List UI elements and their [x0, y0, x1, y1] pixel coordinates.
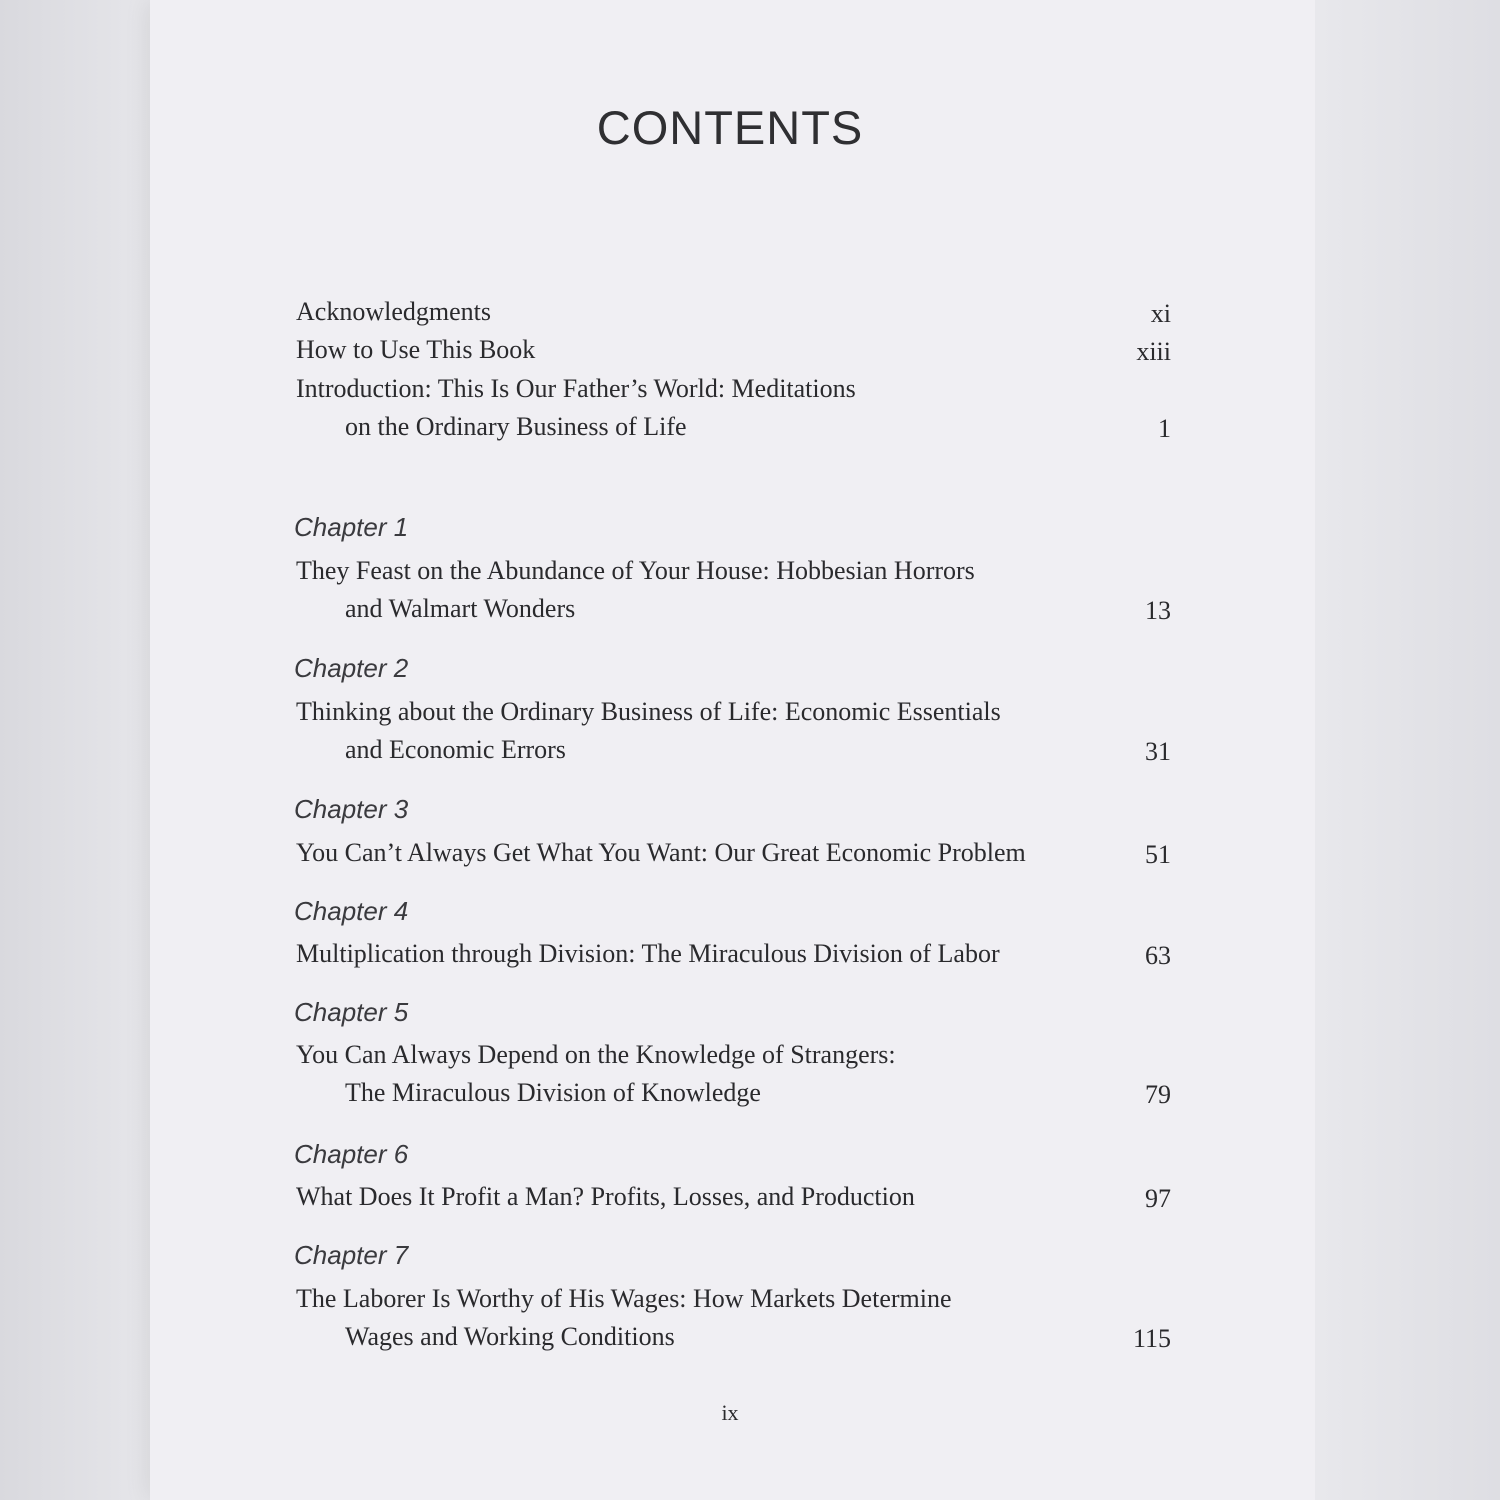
toc-entry-title-line-1: The Laborer Is Worthy of His Wages: How Markets Determine [296, 1284, 952, 1313]
chapter-label: Chapter 5 [294, 997, 409, 1027]
chapter-label: Chapter 4 [294, 896, 409, 926]
toc-entry-title-line-1: Introduction: This Is Our Father’s World: Meditations [296, 374, 856, 403]
toc-entry-acknowledgments [296, 293, 1171, 331]
toc-entry-title-line-2: and Economic Errors [345, 735, 566, 764]
toc-entry-title-line-1: They Feast on the Abundance of Your House: Hobbesian Horrors [296, 556, 975, 585]
toc-entry-chapter-7 [296, 1280, 1171, 1356]
chapter-label: Chapter 1 [294, 512, 409, 542]
toc-entry-title-line-1: You Can Always Depend on the Knowledge of Strangers: [296, 1040, 896, 1069]
chapter-label: Chapter 6 [294, 1139, 409, 1169]
toc-page-number: 1 [1158, 414, 1171, 443]
toc-entry-title-line-2: Wages and Working Conditions [345, 1322, 675, 1351]
toc-entry-introduction [296, 370, 1171, 446]
toc-page-number: 63 [1145, 941, 1171, 970]
toc-entry-chapter-6 [296, 1178, 1171, 1216]
toc-entry-chapter-1 [296, 552, 1171, 628]
toc-entry-chapter-2 [296, 693, 1171, 769]
toc-page-number: 13 [1145, 596, 1171, 625]
toc-entry-title: You Can’t Always Get What You Want: Our Great Economic Problem [296, 838, 1026, 867]
chapter-label: Chapter 2 [294, 653, 409, 683]
toc-page-number: 79 [1145, 1080, 1171, 1109]
toc-entry-title-line-2: on the Ordinary Business of Life [345, 412, 687, 441]
toc-entry-chapter-5 [296, 1036, 1171, 1112]
toc-entry-how-to-use [296, 331, 1171, 369]
toc-page-number: 31 [1145, 737, 1171, 766]
toc-entry-title-line-2: The Miraculous Division of Knowledge [345, 1078, 761, 1107]
page-folio: ix [721, 1400, 739, 1425]
right-page-edge [1315, 0, 1500, 1500]
chapter-label: Chapter 3 [294, 794, 409, 824]
toc-entry-title: Acknowledgments [296, 297, 491, 326]
toc-entry-chapter-3 [296, 834, 1171, 872]
toc-entry-title: How to Use This Book [296, 335, 536, 364]
toc-page-number: 97 [1145, 1184, 1171, 1213]
page-title: CONTENTS [596, 101, 864, 154]
toc-page-number: xiii [1136, 337, 1171, 366]
chapter-label: Chapter 7 [294, 1240, 409, 1270]
toc-entry-title-line-2: and Walmart Wonders [345, 594, 576, 623]
toc-entry-title: What Does It Profit a Man? Profits, Losses, and Production [296, 1182, 915, 1211]
toc-page-number: 115 [1132, 1324, 1171, 1353]
left-page-edge [0, 0, 150, 1500]
toc-entry-title-line-1: Thinking about the Ordinary Business of Life: Economic Essentials [296, 697, 1001, 726]
toc-page-number: xi [1150, 299, 1171, 328]
toc-page-number: 51 [1145, 840, 1171, 869]
toc-entry-chapter-4 [296, 935, 1171, 973]
toc-entry-title: Multiplication through Division: The Miraculous Division of Labor [296, 939, 1000, 968]
